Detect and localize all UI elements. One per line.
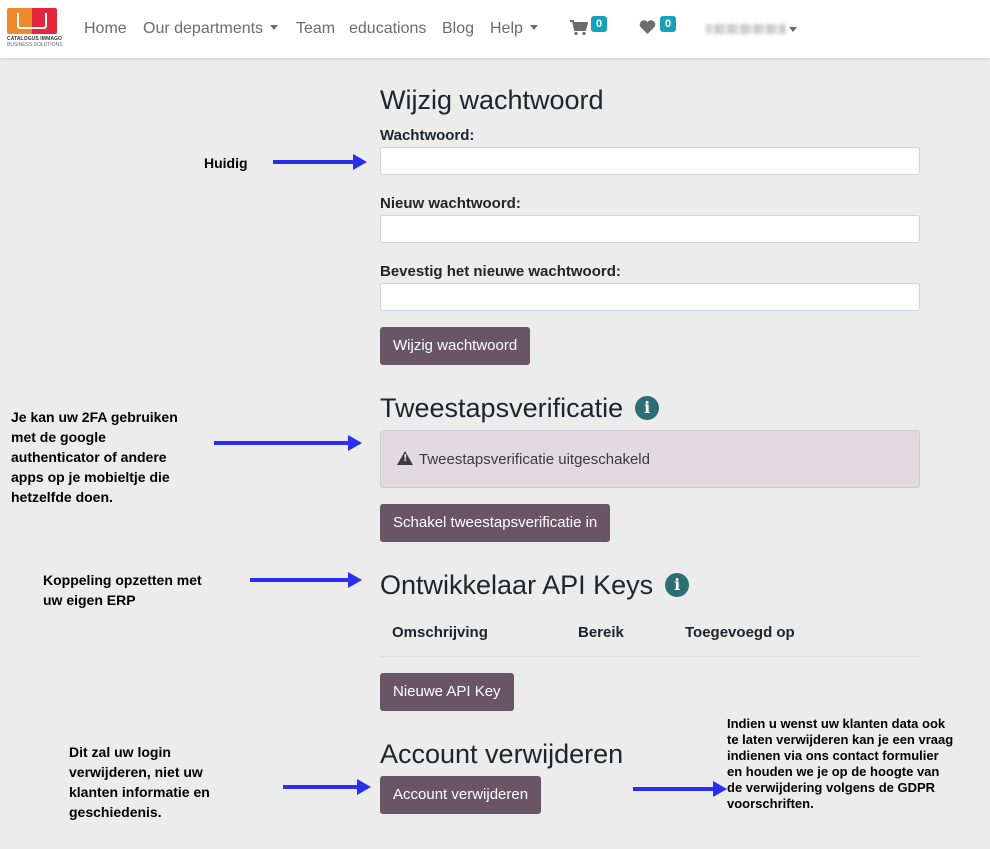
annotation-login <box>69 742 210 822</box>
annotation-line: authenticator of andere <box>11 449 167 465</box>
annotation-line: Je kan uw 2FA gebruiken <box>11 409 178 425</box>
annotation-arrow-right-icon <box>283 785 359 789</box>
nav-blog[interactable]: Blog <box>442 20 475 37</box>
annotation-current: Huidig <box>204 155 248 171</box>
heart-icon <box>639 20 656 35</box>
user-menu-blurred[interactable] <box>706 24 786 34</box>
enable-twofa-button[interactable]: Schakel tweestapsverificatie in <box>380 504 610 542</box>
annotation-line: klanten informatie en <box>69 784 210 800</box>
twofa-status-text: Tweestapsverificatie uitgeschakeld <box>419 451 650 468</box>
new-api-key-button[interactable]: Nieuwe API Key <box>380 673 514 711</box>
current-password-input[interactable] <box>380 147 920 175</box>
annotation-line: indienen via ons contact formulier <box>727 748 939 763</box>
annotation-line: geschiedenis. <box>69 804 162 820</box>
twofa-status-alert <box>380 430 920 488</box>
nav-team[interactable]: Team <box>296 20 336 37</box>
annotation-arrow-right-icon <box>633 787 715 791</box>
annotation-line: apps op je mobieltje die <box>11 469 170 485</box>
annotation-line: en houden we je op de hoogte van <box>727 764 940 779</box>
annotation-line: Indien u wenst uw klanten data ook <box>727 716 946 731</box>
logo-mark <box>7 8 57 34</box>
password-section-title: Wijzig wachtwoord <box>380 85 604 115</box>
wishlist-count-badge: 0 <box>660 16 676 32</box>
cart-count-badge: 0 <box>591 16 607 32</box>
wishlist-button[interactable] <box>639 20 656 40</box>
api-column-added: Toegevoegd op <box>685 624 795 641</box>
annotation-line: uw eigen ERP <box>43 592 136 608</box>
annotation-arrow-right-icon <box>214 441 350 445</box>
annotation-line: hetzelfde doen. <box>11 489 113 505</box>
new-password-label: Nieuw wachtwoord: <box>380 195 521 212</box>
top-navbar <box>0 0 990 58</box>
chevron-down-icon <box>530 25 538 30</box>
api-title-text: Ontwikkelaar API Keys <box>380 570 654 600</box>
cart-button[interactable] <box>570 20 588 41</box>
nav-help[interactable] <box>490 19 538 39</box>
delete-account-button[interactable]: Account verwijderen <box>380 776 541 814</box>
logo-text-line1: CATALOGUS IMMAGO <box>7 36 63 42</box>
nav-home[interactable]: Home <box>84 20 127 37</box>
nav-help-label: Help <box>490 20 523 37</box>
cart-icon <box>570 20 588 36</box>
api-section-title <box>380 569 689 601</box>
info-icon[interactable]: i <box>635 396 659 420</box>
current-password-label: Wachtwoord: <box>380 127 475 144</box>
api-column-scope: Bereik <box>578 624 624 641</box>
account-section-title: Account verwijderen <box>380 739 624 769</box>
nav-departments-label: Our departments <box>143 20 264 37</box>
new-password-input[interactable] <box>380 215 920 243</box>
api-column-description: Omschrijving <box>392 624 488 641</box>
annotation-erp <box>43 570 202 610</box>
twofa-title-text: Tweestapsverificatie <box>380 393 624 423</box>
info-icon[interactable]: i <box>665 573 689 597</box>
brand-logo[interactable] <box>7 8 63 48</box>
annotation-line: verwijderen, niet uw <box>69 764 203 780</box>
annotation-line: de verwijdering volgens de GDPR <box>727 780 936 795</box>
chevron-down-icon <box>270 25 278 30</box>
annotation-twofa <box>11 407 178 507</box>
nav-departments[interactable] <box>143 19 278 39</box>
nav-educations[interactable]: educations <box>349 20 427 37</box>
confirm-password-input[interactable] <box>380 283 920 311</box>
change-password-button[interactable]: Wijzig wachtwoord <box>380 327 530 365</box>
annotation-line: Koppeling opzetten met <box>43 572 202 588</box>
confirm-password-label: Bevestig het nieuwe wachtwoord: <box>380 263 621 280</box>
warning-icon <box>397 451 413 465</box>
api-table-divider <box>380 656 920 657</box>
annotation-line: met de google <box>11 429 106 445</box>
annotation-line: Dit zal uw login <box>69 744 171 760</box>
annotation-arrow-right-icon <box>273 160 355 164</box>
twofa-section-title <box>380 392 659 424</box>
annotation-line: voorschriften. <box>727 796 814 811</box>
annotation-line: te laten verwijderen kan je een vraag <box>727 732 954 747</box>
annotation-arrow-right-icon <box>250 578 350 582</box>
cart-logo-icon <box>17 13 47 29</box>
logo-text-line2: BUSINESS SOLUTIONS <box>7 42 63 48</box>
annotation-gdpr <box>727 716 953 812</box>
chevron-down-icon <box>789 27 797 32</box>
